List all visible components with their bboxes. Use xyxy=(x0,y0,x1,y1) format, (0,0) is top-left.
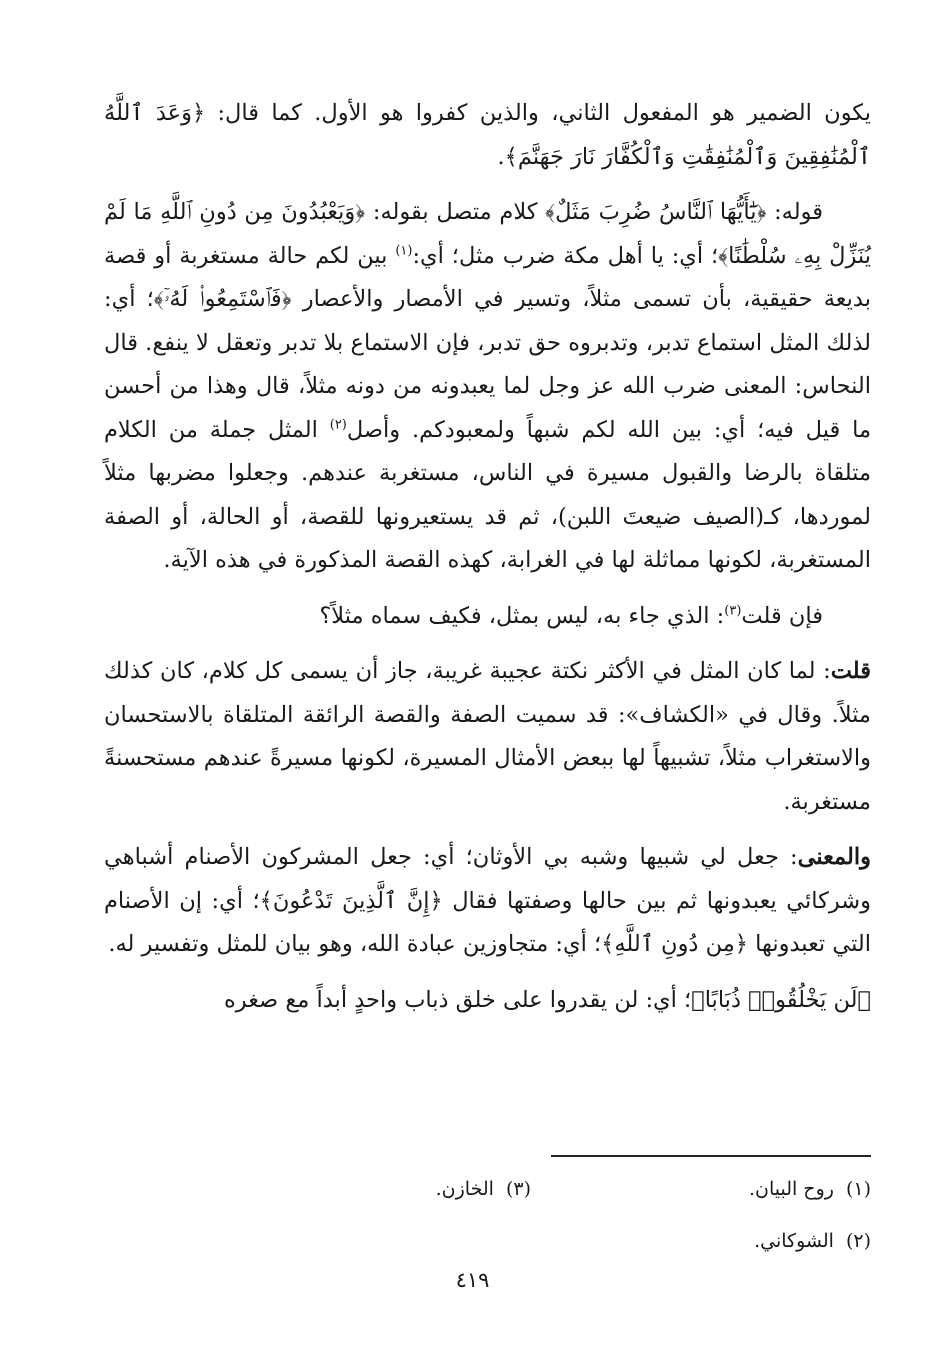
body-text xyxy=(104,92,871,1034)
page-number: ٤١٩ xyxy=(455,1268,490,1292)
paragraph-5-lead: والمعنى xyxy=(797,844,871,870)
footnote-2-number: (٢) xyxy=(845,1230,871,1252)
paragraph-3-text-b: : الذي جاء به، ليس بمثل، فكيف سماه مثلاً؟ xyxy=(319,602,725,629)
footnote-3-number: (٣) xyxy=(505,1178,531,1200)
footnote-marker-2[interactable]: (٢) xyxy=(329,417,347,432)
paragraph-4 xyxy=(104,650,871,824)
paragraph-6 xyxy=(104,979,871,1023)
footnote-row-2 xyxy=(104,1215,871,1267)
paragraph-2-text-b: بين لكم حالة مستغربة أو قصة بديعة حقيقية، بأن تسمى مثلاً، وتسير في الأمصار والأعصار ﴿فَٱسْتَمِعُوا۟ لَهُۥٓ﴾؛ أي: لذلك المثل استماع تدبر، وتدبروه حق تدبر، فإن الاستماع بلا تدبر وتعقل لا ينفع. قال النحاس: المعنى ضرب الله عز وجل لما يعبدونه من دونه مثلاً، قال وهذا من أحسن ما قيل فيه؛ أي: بين الله لكم شبهاً ولمعبودكم. وأصل xyxy=(104,242,871,443)
footnote-3-text: الخازن. xyxy=(435,1178,494,1200)
paragraph-3-text-a: فإن قلت xyxy=(741,602,823,629)
paragraph-6-text: ﴿لَن يَخْلُقُوا۟ ذُبَابًا﴾؛ أي: لن يقدروا على خلق ذباب واحدٍ أبداً مع صغره xyxy=(224,986,871,1013)
paragraph-1 xyxy=(104,92,871,179)
footnote-row-1 xyxy=(104,1163,871,1215)
paragraph-3 xyxy=(104,595,871,639)
footnote-divider xyxy=(551,1155,871,1157)
footnote-marker-3[interactable]: (٣) xyxy=(724,603,742,618)
footnote-1-number: (١) xyxy=(845,1178,871,1200)
footnote-2 xyxy=(531,1230,871,1252)
paragraph-5 xyxy=(104,836,871,967)
footnote-1-text: روح البيان. xyxy=(748,1178,834,1200)
paragraph-2 xyxy=(104,191,871,583)
footnote-1 xyxy=(531,1178,871,1200)
paragraph-1-text: يكون الضمير هو المفعول الثاني، والذين كفروا هو الأول. كما قال: ﴿وَعَدَ ٱللَّهُ ٱلْمُنَٰفِقِينَ وَٱلْمُنَٰفِقَٰتِ وَٱلْكُفَّارَ نَارَ جَهَنَّمَ﴾. xyxy=(104,100,871,170)
paragraph-4-lead: قلت xyxy=(830,658,871,684)
paragraph-2-text-a: قوله: ﴿يَٰٓأَيُّهَا ٱلنَّاسُ ضُرِبَ مَثَلٌ﴾ كلام متصل بقوله: ﴿وَيَعْبُدُونَ مِن دُونِ ٱللَّهِ مَا لَمْ يُنَزِّلْ بِهِۦ سُلْطَٰنًا﴾؛ أي: يا أهل مكة ضرب مثل؛ أي: xyxy=(104,199,871,269)
footnote-3 xyxy=(191,1178,531,1200)
paragraph-4-text: : لما كان المثل في الأكثر نكتة عجيبة غريبة، جاز أن يسمى كل كلام، كان كذلك مثلاً. وقال في «الكشاف»: قد سميت الصفة والقصة الرائقة المتلقاة بالاستحسان والاستغراب مثلاً، تشبيهاً لها ببعض الأمثال المسيرة، لكونها مسيرةً عندهم مستحسنةً مستغربة. xyxy=(104,658,871,815)
footnote-marker-1[interactable]: (١) xyxy=(395,243,413,258)
footnote-2-text: الشوكاني. xyxy=(754,1230,834,1252)
paragraph-2-text-c: المثل جملة من الكلام متلقاة بالرضا والقبول مسيرة في الناس، مستغربة عندهم. وجعلوا مضربها مثلاً لموردها، كـ(الصيف ضيعتَ اللبن)، ثم قد يستعيرونها للقصة، أو الحالة، أو الصفة المستغربة، لكونها مماثلة لها في الغرابة، كهذه القصة المذكورة في هذه الآية. xyxy=(104,416,871,573)
footnotes xyxy=(104,1163,871,1267)
paragraph-5-text: : جعل لي شبيها وشبه بي الأوثان؛ أي: جعل المشركون الأصنام أشباهي وشركائي يعبدونها ثم بين حالها وصفتها فقال ﴿إِنَّ ٱلَّذِينَ تَدْعُونَ﴾؛ أي: إن الأصنام التي تعبدونها ﴿مِن دُونِ ٱللَّهِ﴾؛ أي: متجاوزين عبادة الله، وهو بيان للمثل وتفسير له. xyxy=(104,844,871,957)
